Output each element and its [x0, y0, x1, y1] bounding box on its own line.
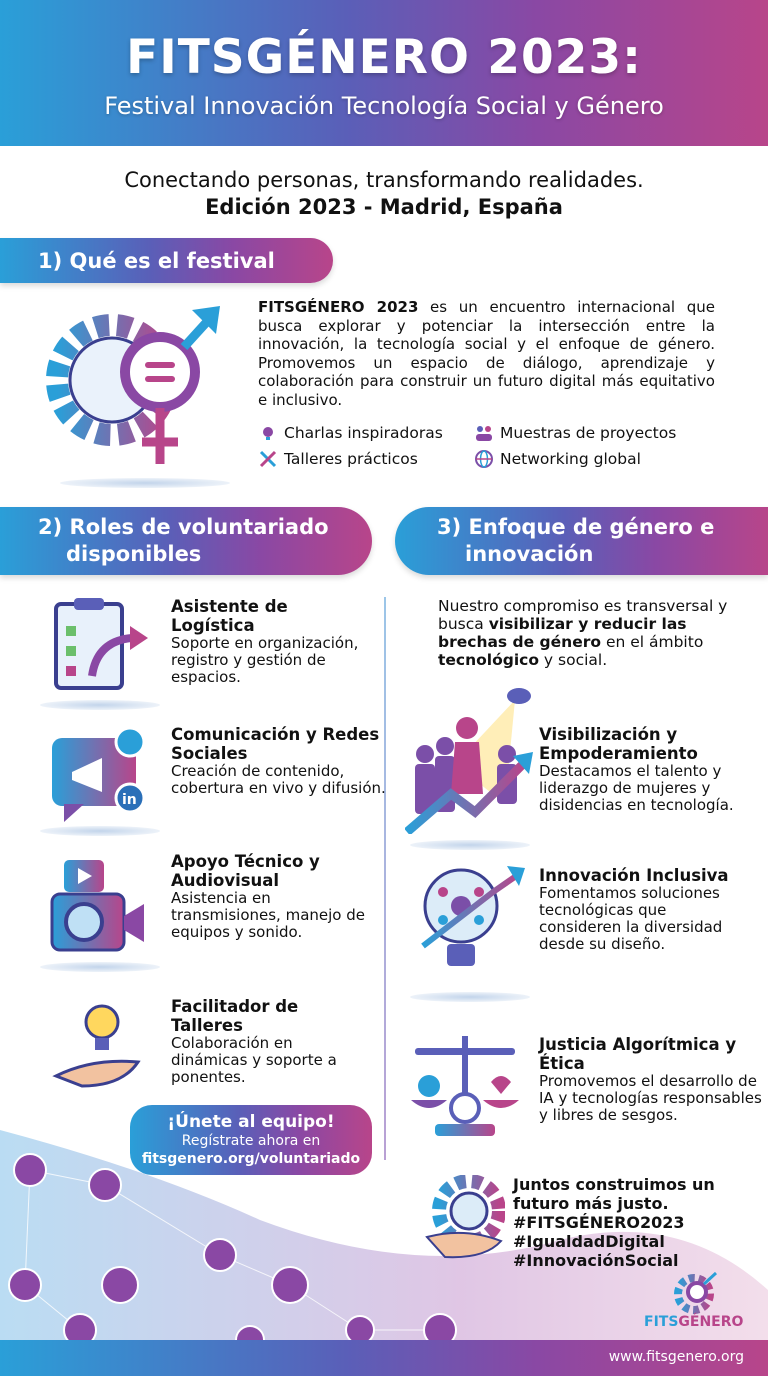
focus-visibility — [539, 725, 739, 814]
feature-label: Talleres prácticos — [284, 450, 418, 468]
megaphone-social-icon — [50, 726, 146, 826]
icon-shadow — [40, 826, 160, 836]
hashtag[interactable]: #InnovaciónSocial — [513, 1251, 679, 1270]
website-link[interactable]: www.fitsgenero.org — [608, 1349, 744, 1365]
role-logistics — [171, 597, 371, 686]
closing-line: Juntos construimos un futuro más justo. — [513, 1175, 715, 1213]
logo-text — [644, 1314, 743, 1330]
about-paragraph — [258, 298, 715, 409]
icon-shadow — [60, 478, 230, 488]
feature-workshops — [258, 449, 418, 469]
intro-bold: tecnológico — [438, 651, 539, 669]
focus-title: Innovación Inclusiva — [539, 866, 729, 885]
hashtag[interactable]: #FITSGÉNERO2023 — [513, 1213, 685, 1232]
cta-link[interactable]: fitsgenero.org/voluntariado — [141, 1151, 361, 1167]
about-lead: FITSGÉNERO 2023 — [258, 298, 419, 316]
column-divider — [384, 597, 386, 1160]
focus-innovation — [539, 866, 739, 953]
clipboard-icon — [52, 596, 150, 692]
feature-projects — [474, 423, 676, 443]
heading-line: innovación — [465, 542, 594, 566]
feature-label: Muestras de proyectos — [500, 424, 677, 442]
page-title: FITSGÉNERO 2023: — [126, 30, 642, 85]
intro-text: en el ámbito — [601, 633, 704, 651]
intro-text: y social. — [539, 651, 608, 669]
icon-shadow — [40, 700, 160, 710]
feature-label: Charlas inspiradoras — [284, 424, 443, 442]
focus-justice — [539, 1035, 764, 1124]
page-subtitle: Festival Innovación Tecnología Social y Género — [104, 92, 664, 120]
role-facilitator — [171, 997, 371, 1086]
lightbulb-icon — [258, 423, 278, 443]
section-2-heading — [0, 507, 372, 575]
about-body: es un encuentro internacional que busca explorar y potenciar la intersección entre la innovación, la tecnología social y el enfoque de género. Promovemos un espacio de diálogo, aprendizaje y colaboración para construir un futuro digital más equitativo e inclusivo. — [258, 298, 715, 409]
icon-shadow — [410, 992, 530, 1002]
icon-shadow — [410, 840, 530, 850]
join-team-button[interactable] — [130, 1105, 372, 1175]
role-desc: Asistencia en transmisiones, manejo de equipos y sonido. — [171, 889, 365, 941]
globe-icon — [474, 449, 494, 469]
icon-shadow — [40, 962, 160, 972]
inclusive-innovation-icon — [413, 852, 525, 980]
role-desc: Colaboración en dinámicas y soporte a ponentes. — [171, 1034, 337, 1086]
closing-message — [513, 1175, 753, 1270]
focus-desc: Fomentamos soluciones tecnológicas que consideren la diversidad desde su diseño. — [539, 884, 723, 953]
globe-gear-hand-icon — [425, 1175, 505, 1260]
section-3-intro — [438, 597, 728, 669]
section-3-heading — [395, 507, 768, 575]
role-title: Facilitador de Talleres — [171, 997, 299, 1035]
logo-part: FITS — [644, 1314, 679, 1330]
gender-gear-icon — [42, 292, 227, 472]
video-camera-icon — [50, 858, 146, 954]
role-title: Apoyo Técnico y Audiovisual — [171, 852, 320, 890]
cta-title: ¡Únete al equipo! — [167, 1112, 335, 1132]
feature-talks — [258, 423, 443, 443]
tools-icon — [258, 449, 278, 469]
section-1-heading: 1) Qué es el festival — [0, 238, 333, 283]
focus-desc: Destacamos el talento y liderazgo de mujeres y disidencias en tecnología. — [539, 762, 734, 814]
feature-label: Networking global — [500, 450, 641, 468]
hand-lightbulb-icon — [52, 1000, 144, 1092]
empowerment-icon — [405, 684, 537, 834]
focus-title: Justicia Algorítmica y Ética — [539, 1035, 737, 1073]
heading-line: 2) Roles de voluntariado — [38, 515, 329, 539]
heading-line: 3) Enfoque de género e — [437, 515, 715, 539]
role-title: Asistente de Logística — [171, 597, 288, 635]
hashtag[interactable]: #IgualdadDigital — [513, 1232, 665, 1251]
edition-text: Edición 2023 - Madrid, España — [205, 195, 563, 219]
focus-title: Visibilización y Empoderamiento — [539, 725, 698, 763]
role-audiovisual — [171, 852, 371, 941]
intro-text: Nuestro compromiso es transversal y busca — [438, 597, 728, 633]
focus-desc: Promovemos el desarrollo de IA y tecnologías responsables y libres de sesgos. — [539, 1072, 762, 1124]
role-title: Comunicación y Redes Sociales — [171, 725, 380, 763]
cta-line: Regístrate ahora en — [181, 1133, 321, 1149]
logo-part: GÉNERO — [678, 1314, 744, 1330]
justice-scale-icon — [405, 1030, 525, 1140]
role-desc: Soporte en organización, registro y gestión de espacios. — [171, 634, 359, 686]
role-communication — [171, 725, 386, 797]
intro-bold: visibilizar y reducir las brechas de género — [438, 615, 687, 651]
heading-line: disponibles — [66, 542, 202, 566]
tagline: Conectando personas, transformando realidades. — [124, 168, 644, 192]
logo-icon — [672, 1270, 722, 1316]
feature-networking — [474, 449, 641, 469]
svg-text:in: in — [122, 792, 137, 808]
role-desc: Creación de contenido, cobertura en vivo y difusión. — [171, 762, 386, 797]
people-icon — [474, 423, 494, 443]
